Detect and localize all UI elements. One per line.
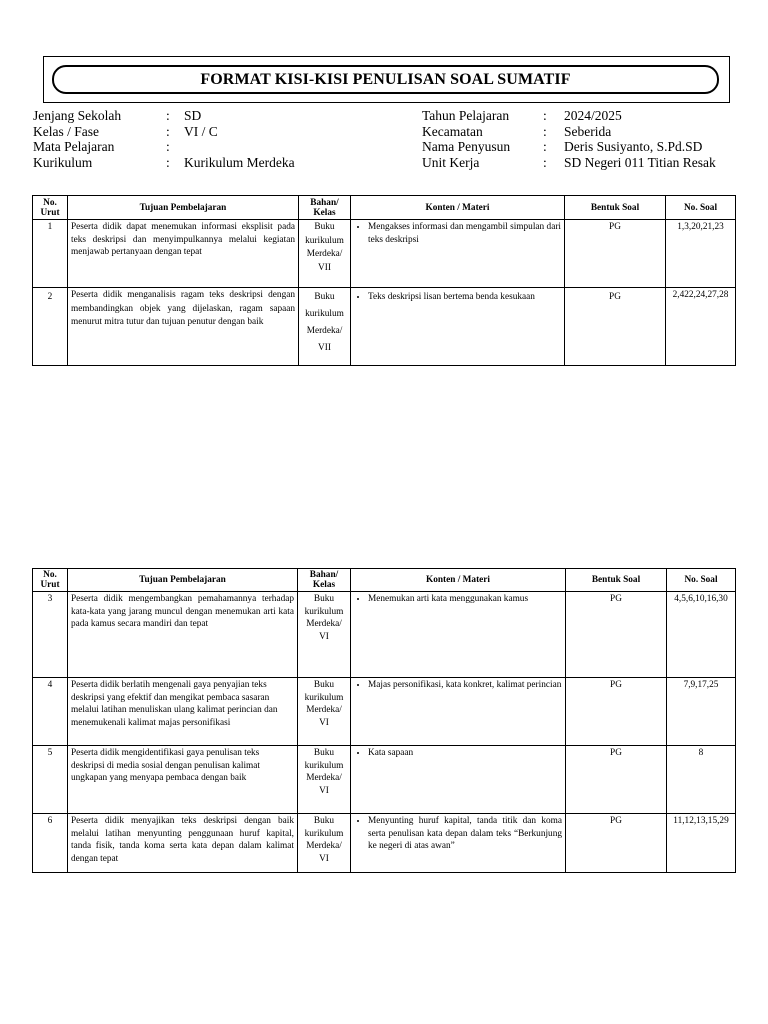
kisi-table-2 (32, 568, 736, 873)
cell-no-soal: 11,12,13,15,29 (667, 814, 736, 873)
table-row (33, 220, 736, 288)
cell-bahan: Buku kurikulum Merdeka/ VI (298, 678, 351, 746)
info-label: Kelas / Fase (33, 123, 99, 139)
info-separator: : (166, 123, 170, 139)
info-label: Jenjang Sekolah (33, 108, 122, 123)
cell-tujuan: Peserta didik menganalisis ragam teks deskripsi dengan membandingkan objek yang dijelaskan, ragam sapaan menurut mitra tutur dan tujuan penutur dengan baik (68, 288, 299, 366)
info-row-unit-kerja (422, 155, 716, 171)
konten-item: • Mengakses informasi dan mengambil simpulan dari teks deskripsi (368, 221, 561, 246)
table-row (33, 746, 736, 814)
cell-no: 6 (33, 814, 68, 873)
info-label: Mata Pelajaran (33, 139, 115, 154)
info-separator: : (166, 139, 170, 154)
konten-item: • Menemukan arti kata menggunakan kamus (368, 593, 562, 606)
header-konten: Konten / Materi (351, 196, 565, 220)
info-row-kurikulum (33, 155, 295, 171)
cell-bentuk: PG (566, 746, 667, 814)
info-value: Kurikulum Merdeka (184, 154, 295, 170)
info-value: 2024/2025 (564, 108, 622, 123)
cell-tujuan: Peserta didik menyajikan teks deskripsi dengan baik melalui latihan menyunting penggunaan huruf kapital, tanda fisik, tanda koma serta kata depan dalam kalimat dengan tepat (68, 814, 298, 873)
cell-bentuk: PG (565, 220, 666, 288)
info-label: Nama Penyusun (422, 139, 511, 154)
info-value: SD Negeri 011 Titian Resak (564, 154, 716, 170)
info-row-tahun (422, 108, 716, 124)
cell-no: 1 (33, 220, 68, 288)
cell-konten (351, 220, 565, 288)
cell-tujuan: Peserta didik mengidentifikasi gaya penulisan teks deskripsi di media sosial dengan penulisan kalimat ungkapan yang menyapa pembaca dengan baik (68, 746, 298, 814)
cell-no: 2 (33, 288, 68, 366)
info-separator: : (543, 123, 547, 139)
info-label: Kecamatan (422, 123, 483, 139)
info-separator: : (543, 108, 547, 123)
info-separator: : (166, 154, 170, 170)
cell-bentuk: PG (566, 678, 667, 746)
cell-no: 5 (33, 746, 68, 814)
header-no-soal: No. Soal (667, 569, 736, 592)
info-label: Kurikulum (33, 154, 93, 170)
info-value: VI / C (184, 123, 218, 139)
konten-item: • Teks deskripsi lisan bertema benda kesukaan (368, 289, 561, 306)
konten-item: • Kata sapaan (368, 747, 562, 760)
info-row-penyusun (422, 139, 716, 155)
info-separator: : (543, 154, 547, 170)
kisi-table-1 (32, 195, 736, 366)
info-value: Seberida (564, 123, 612, 139)
cell-tujuan: Peserta didik mengembangkan pemahamannya terhadap kata-kata yang jarang muncul dengan menemukan arti kata pada kamus secara mandiri dan tepat (68, 592, 298, 678)
cell-konten (351, 814, 566, 873)
document-title: FORMAT KISI-KISI PENULISAN SOAL SUMATIF (52, 65, 719, 94)
info-row-kelas (33, 124, 295, 140)
cell-no: 4 (33, 678, 68, 746)
title-frame (43, 56, 730, 103)
cell-konten (351, 592, 566, 678)
cell-konten (351, 678, 566, 746)
cell-bahan: Buku kurikulum Merdeka/ VI (298, 814, 351, 873)
cell-bahan: Buku kurikulum Merdeka/ VI (298, 746, 351, 814)
cell-bentuk: PG (566, 814, 667, 873)
cell-bentuk: PG (566, 592, 667, 678)
cell-konten (351, 288, 565, 366)
info-block-left (33, 108, 295, 170)
header-bahan: Bahan/ Kelas (299, 196, 351, 220)
info-value: Deris Susiyanto, S.Pd.SD (564, 139, 703, 154)
cell-no-soal: 1,3,20,21,23 (666, 220, 736, 288)
header-tujuan: Tujuan Pembelajaran (68, 569, 298, 592)
header-no-urut: No. Urut (33, 569, 68, 592)
header-tujuan: Tujuan Pembelajaran (68, 196, 299, 220)
cell-tujuan: Peserta didik berlatih mengenali gaya penyajian teks deskripsi yang efektif dan mengikat pembaca sasaran melalui latihan menuliskan ulang kalimat perincian dan menemukenali kalimat majas personifikasi (68, 678, 298, 746)
header-bahan: Bahan/ Kelas (298, 569, 351, 592)
cell-bahan: Buku kurikulum Merdeka/ VII (299, 288, 351, 366)
cell-bahan: Buku kurikulum Merdeka/ VII (299, 220, 351, 288)
info-separator: : (166, 108, 170, 123)
konten-item: • Majas personifikasi, kata konkret, kalimat perincian (368, 679, 562, 692)
cell-no-soal: 7,9,17,25 (667, 678, 736, 746)
cell-no-soal: 2,422,24,27,28 (666, 288, 736, 366)
info-label: Unit Kerja (422, 154, 480, 170)
table-header-row (33, 196, 736, 220)
table-row (33, 678, 736, 746)
cell-konten (351, 746, 566, 814)
header-no-urut: No. Urut (33, 196, 68, 220)
info-row-kecamatan (422, 124, 716, 140)
konten-item: • Menyunting huruf kapital, tanda titik dan koma serta penulisan kata depan dalam teks “Berkunjung ke negeri di atas awan” (368, 815, 562, 853)
header-bentuk: Bentuk Soal (565, 196, 666, 220)
cell-no: 3 (33, 592, 68, 678)
table-row (33, 814, 736, 873)
header-bentuk: Bentuk Soal (566, 569, 667, 592)
info-value: SD (184, 108, 202, 123)
cell-bahan: Buku kurikulum Merdeka/ VI (298, 592, 351, 678)
info-row-mapel (33, 139, 295, 155)
header-konten: Konten / Materi (351, 569, 566, 592)
info-separator: : (543, 139, 547, 154)
table-row (33, 288, 736, 366)
cell-tujuan: Peserta didik dapat menemukan informasi eksplisit pada teks deskripsi dan menyimpulkannya melalui kegiatan menjawab pertanyaan dengan tepat (68, 220, 299, 288)
cell-no-soal: 4,5,6,10,16,30 (667, 592, 736, 678)
info-block-right (422, 108, 716, 170)
cell-bentuk: PG (565, 288, 666, 366)
info-row-jenjang (33, 108, 295, 124)
table-row (33, 592, 736, 678)
table-header-row (33, 569, 736, 592)
cell-no-soal: 8 (667, 746, 736, 814)
info-label: Tahun Pelajaran (422, 108, 510, 123)
header-no-soal: No. Soal (666, 196, 736, 220)
